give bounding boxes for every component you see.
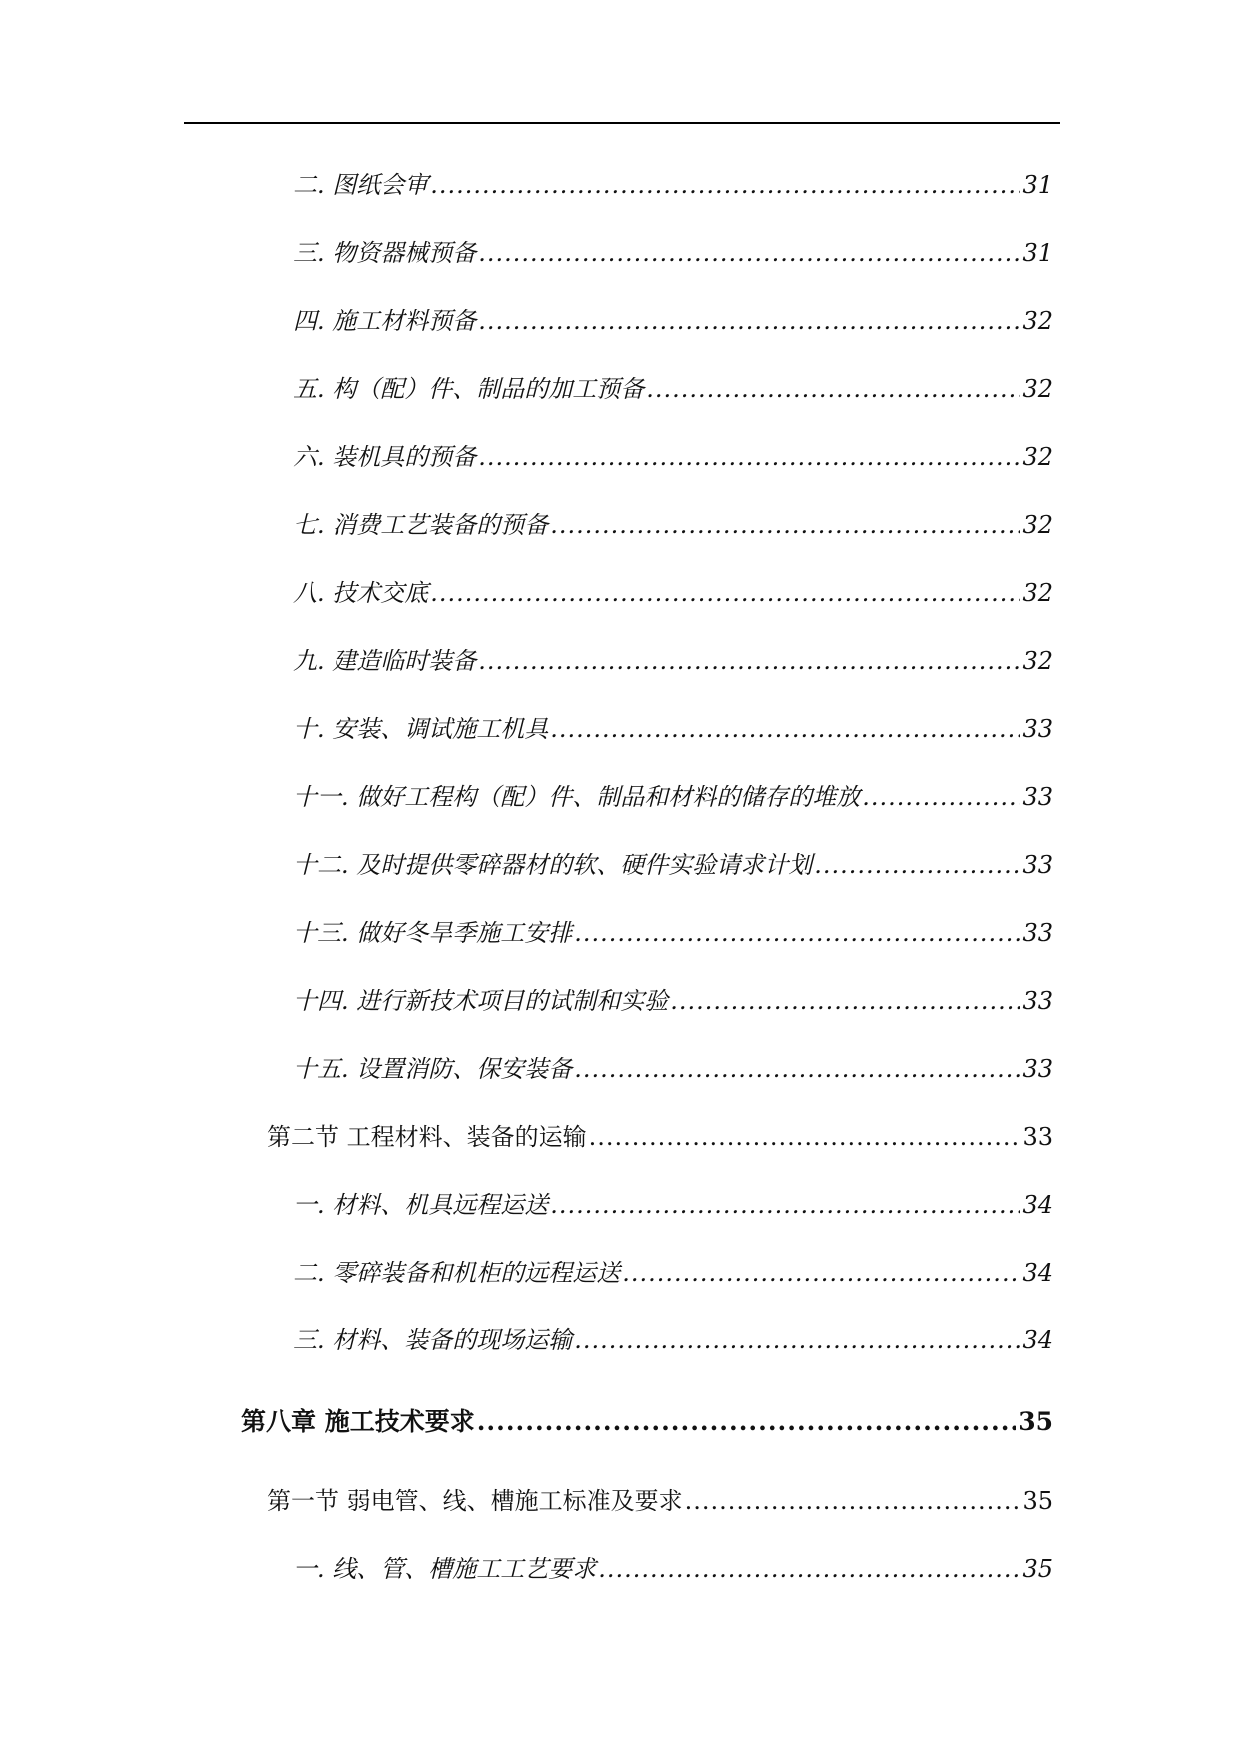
toc-entry-page: 33	[1022, 987, 1053, 1015]
toc-entry-label: 十五. 设置消防、保安装备	[293, 1055, 573, 1083]
toc-entry-label: 八. 技术交底	[293, 579, 429, 607]
dot-leader	[646, 375, 1020, 403]
toc-entry-label: 十三. 做好冬旱季施工安排	[293, 919, 573, 947]
dot-leader	[430, 171, 1020, 199]
dot-leader	[622, 1259, 1020, 1287]
toc-entry-label: 六. 装机具的预备	[293, 443, 477, 471]
toc-entry-label: 十一. 做好工程构（配）件、制品和材料的储存的堆放	[293, 783, 861, 811]
toc-entry-label: 一. 材料、机具远程运送	[293, 1191, 549, 1219]
toc-entry-page: 33	[1022, 783, 1053, 811]
toc-entry-page: 33	[1022, 919, 1053, 947]
toc-entry-page: 35	[1018, 1407, 1053, 1436]
dot-leader	[574, 1326, 1020, 1354]
toc-entry-page: 32	[1022, 579, 1053, 607]
toc-entry-label: 四. 施工材料预备	[293, 307, 477, 335]
toc-entry[interactable]	[293, 1253, 1053, 1293]
toc-entry-page: 33	[1022, 715, 1053, 743]
toc-entry-label: 七. 消费工艺装备的预备	[293, 511, 549, 539]
toc-entry-page: 35	[1022, 1555, 1053, 1583]
dot-leader	[477, 1407, 1016, 1436]
toc-entry-label: 十二. 及时提供零碎器材的软、硬件实验请求计划	[293, 851, 813, 879]
toc-entry-label: 二. 零碎装备和机柜的远程运送	[293, 1259, 621, 1287]
toc-entry[interactable]	[293, 1320, 1053, 1360]
toc-entry-label: 十四. 进行新技术项目的试制和实验	[293, 987, 669, 1015]
toc-entry-page: 32	[1022, 647, 1053, 675]
toc-entry[interactable]	[293, 981, 1053, 1021]
toc-entry[interactable]	[293, 709, 1053, 749]
dot-leader	[478, 239, 1020, 267]
toc-section-entry[interactable]	[267, 1117, 1053, 1157]
toc-entry-label: 第八章 施工技术要求	[241, 1407, 475, 1436]
toc-entry[interactable]	[293, 1049, 1053, 1089]
toc-entry[interactable]	[293, 437, 1053, 477]
dot-leader	[550, 1191, 1020, 1219]
toc-entry-label: 一. 线、管、槽施工工艺要求	[293, 1555, 597, 1583]
toc-entry-label: 第一节 弱电管、线、槽施工标准及要求	[267, 1487, 683, 1515]
toc-entry-page: 32	[1022, 307, 1053, 335]
toc-entry-page: 33	[1022, 851, 1053, 879]
toc-entry[interactable]	[293, 1185, 1053, 1225]
toc-entry[interactable]	[293, 165, 1053, 205]
toc-entry-label: 五. 构（配）件、制品的加工预备	[293, 375, 645, 403]
toc-entry-page: 34	[1022, 1259, 1053, 1287]
toc-entry-label: 三. 材料、装备的现场运输	[293, 1326, 573, 1354]
dot-leader	[685, 1487, 1021, 1515]
dot-leader	[478, 307, 1020, 335]
toc-entry[interactable]	[293, 573, 1053, 613]
dot-leader	[574, 1055, 1020, 1083]
toc-entry[interactable]	[293, 777, 1053, 817]
dot-leader	[550, 715, 1020, 743]
dot-leader	[478, 443, 1020, 471]
dot-leader	[598, 1555, 1020, 1583]
dot-leader	[574, 919, 1020, 947]
toc-entry-label: 第二节 工程材料、装备的运输	[267, 1123, 587, 1151]
dot-leader	[430, 579, 1020, 607]
toc-entry-page: 31	[1022, 239, 1053, 267]
toc-entry[interactable]	[293, 301, 1053, 341]
dot-leader	[478, 647, 1020, 675]
header-rule	[184, 122, 1060, 124]
toc-entry[interactable]	[293, 641, 1053, 681]
toc-entry-page: 33	[1022, 1123, 1053, 1151]
toc-chapter-entry[interactable]	[241, 1402, 1053, 1442]
toc-entry-page: 34	[1022, 1191, 1053, 1219]
dot-leader	[814, 851, 1020, 879]
toc-entry-page: 35	[1022, 1487, 1053, 1515]
toc-entry-page: 32	[1022, 511, 1053, 539]
toc-entry-label: 三. 物资器械预备	[293, 239, 477, 267]
dot-leader	[589, 1123, 1021, 1151]
toc-section-entry[interactable]	[267, 1481, 1053, 1521]
toc-entry-page: 31	[1022, 171, 1053, 199]
dot-leader	[550, 511, 1020, 539]
toc-entry[interactable]	[293, 369, 1053, 409]
toc-entry[interactable]	[293, 233, 1053, 273]
toc-entry-page: 34	[1022, 1326, 1053, 1354]
toc-entry[interactable]	[293, 505, 1053, 545]
dot-leader	[862, 783, 1020, 811]
toc-entry-label: 九. 建造临时装备	[293, 647, 477, 675]
toc-entry-page: 32	[1022, 443, 1053, 471]
toc-entry-label: 二. 图纸会审	[293, 171, 429, 199]
toc-entry[interactable]	[293, 913, 1053, 953]
toc-entry-label: 十. 安装、调试施工机具	[293, 715, 549, 743]
toc-entry-page: 32	[1022, 375, 1053, 403]
toc-entry-page: 33	[1022, 1055, 1053, 1083]
toc-entry[interactable]	[293, 845, 1053, 885]
toc-entry[interactable]	[293, 1549, 1053, 1589]
dot-leader	[670, 987, 1020, 1015]
